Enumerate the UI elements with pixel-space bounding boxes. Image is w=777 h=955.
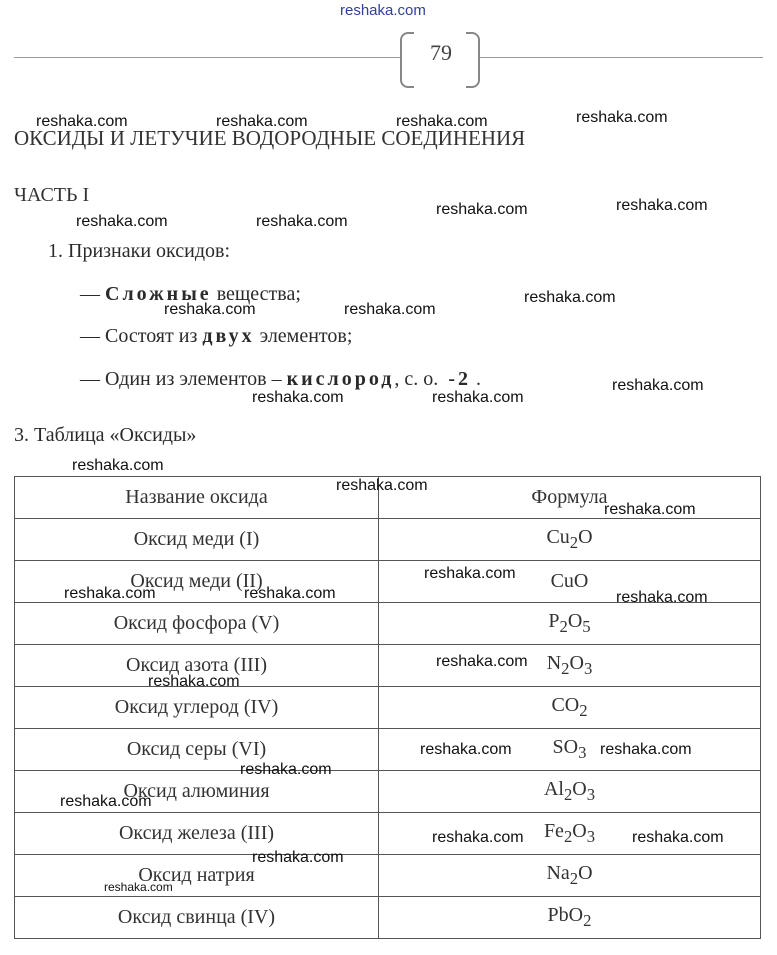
table-row: [15, 519, 761, 561]
oxide-name-cell: Оксид углерод (IV): [15, 687, 379, 729]
bullet-emphasis: двух: [202, 325, 255, 347]
watermark: reshaka.com: [576, 109, 668, 126]
column-header-formula: Формула: [379, 477, 761, 519]
oxide-formula-cell: $P_2O_5$: [379, 603, 761, 645]
oxide-name-cell: Оксид железа (III): [15, 813, 379, 855]
watermark: reshaka.com: [432, 829, 524, 846]
watermark: reshaka.com: [612, 377, 704, 394]
table-row: [15, 897, 761, 939]
watermark: reshaka.com: [64, 585, 156, 602]
watermark: reshaka.com: [420, 741, 512, 758]
watermark: reshaka.com: [616, 589, 708, 606]
page-number-bracket-right: [466, 32, 480, 88]
bullet-emphasis: кислород: [286, 368, 395, 390]
watermark: reshaka.com: [72, 457, 164, 474]
oxide-formula-cell: $N_2O_3$: [379, 645, 761, 687]
watermark: reshaka.com: [60, 793, 152, 810]
table-row: [15, 603, 761, 645]
oxide-formula-cell: $Cu_2O$: [379, 519, 761, 561]
watermark: reshaka.com: [164, 301, 256, 318]
bullet-text: Состоят из: [105, 325, 198, 347]
oxide-name-cell: Оксид алюминия: [15, 771, 379, 813]
oxide-name-cell: Оксид фосфора (V): [15, 603, 379, 645]
page-number-bracket-left: [400, 32, 414, 88]
part-heading: ЧАСТЬ I: [14, 184, 90, 206]
bullet-dash: —: [80, 325, 100, 347]
section-3-heading: 3. Таблица «Оксиды»: [14, 424, 197, 446]
bullet-oxygen: [80, 368, 481, 391]
watermark: reshaka.com: [256, 213, 348, 230]
oxide-name-cell: Оксид азота (III): [15, 645, 379, 687]
watermark: reshaka.com: [252, 389, 344, 406]
site-link-top[interactable]: reshaka.com: [340, 2, 426, 19]
oxide-formula-cell: $Fe_2O_3$: [379, 813, 761, 855]
bullet-dash: —: [80, 283, 100, 305]
header-rule-right: [480, 57, 763, 58]
bullet-dash: —: [80, 368, 100, 390]
watermark: reshaka.com: [336, 477, 428, 494]
bullet-end: .: [475, 368, 481, 390]
watermark: reshaka.com: [524, 289, 616, 306]
table-row: [15, 687, 761, 729]
watermark: reshaka.com: [36, 113, 128, 130]
watermark: reshaka.com: [216, 113, 308, 130]
watermark: reshaka.com: [244, 585, 336, 602]
column-header-name: Название оксида: [15, 477, 379, 519]
page-title: ОКСИДЫ И ЛЕТУЧИЕ ВОДОРОДНЫЕ СОЕДИНЕНИЯ: [14, 126, 526, 150]
bullet-text: , с. о.: [394, 368, 439, 390]
oxide-formula-cell: $CO_2$: [379, 687, 761, 729]
watermark: reshaka.com: [148, 673, 240, 690]
oxide-formula-cell: $Al_2O_3$: [379, 771, 761, 813]
table-row: [15, 645, 761, 687]
watermark: reshaka.com: [396, 113, 488, 130]
oxide-name-cell: Оксид меди (I): [15, 519, 379, 561]
oxide-name-cell: Оксид натрия: [15, 855, 379, 897]
watermark: reshaka.com: [252, 849, 344, 866]
watermark: reshaka.com: [632, 829, 724, 846]
watermark: reshaka.com: [344, 301, 436, 318]
watermark: reshaka.com: [104, 880, 173, 894]
watermark: reshaka.com: [424, 565, 516, 582]
header-rule-left: [14, 57, 400, 58]
bullet-two-elements: [80, 325, 352, 348]
bullet-text: вещества;: [216, 283, 301, 305]
oxide-formula-cell: $SO_3$: [379, 729, 761, 771]
oxidation-state: -2: [448, 368, 471, 390]
watermark: reshaka.com: [600, 741, 692, 758]
bullet-text: элементов;: [259, 325, 353, 347]
oxides-table: [14, 476, 761, 939]
watermark: reshaka.com: [616, 197, 708, 214]
watermark: reshaka.com: [604, 501, 696, 518]
watermark: reshaka.com: [76, 213, 168, 230]
page-number: 79: [430, 40, 452, 65]
watermark: reshaka.com: [436, 653, 528, 670]
watermark: reshaka.com: [240, 761, 332, 778]
watermark: reshaka.com: [436, 201, 528, 218]
oxide-formula-cell: PbO$_2$: [379, 897, 761, 939]
oxide-name-cell: Оксид меди (II): [15, 561, 379, 603]
bullet-emphasis: Сложные: [105, 283, 212, 305]
oxide-formula-cell: CuO: [379, 561, 761, 603]
oxide-name-cell: Оксид серы (VI): [15, 729, 379, 771]
bullet-text: Один из элементов –: [105, 368, 282, 390]
oxide-name-cell: Оксид свинца (IV): [15, 897, 379, 939]
item-1-heading: 1. Признаки оксидов:: [48, 240, 231, 262]
watermark: reshaka.com: [432, 389, 524, 406]
oxide-formula-cell: $Na_2O$: [379, 855, 761, 897]
